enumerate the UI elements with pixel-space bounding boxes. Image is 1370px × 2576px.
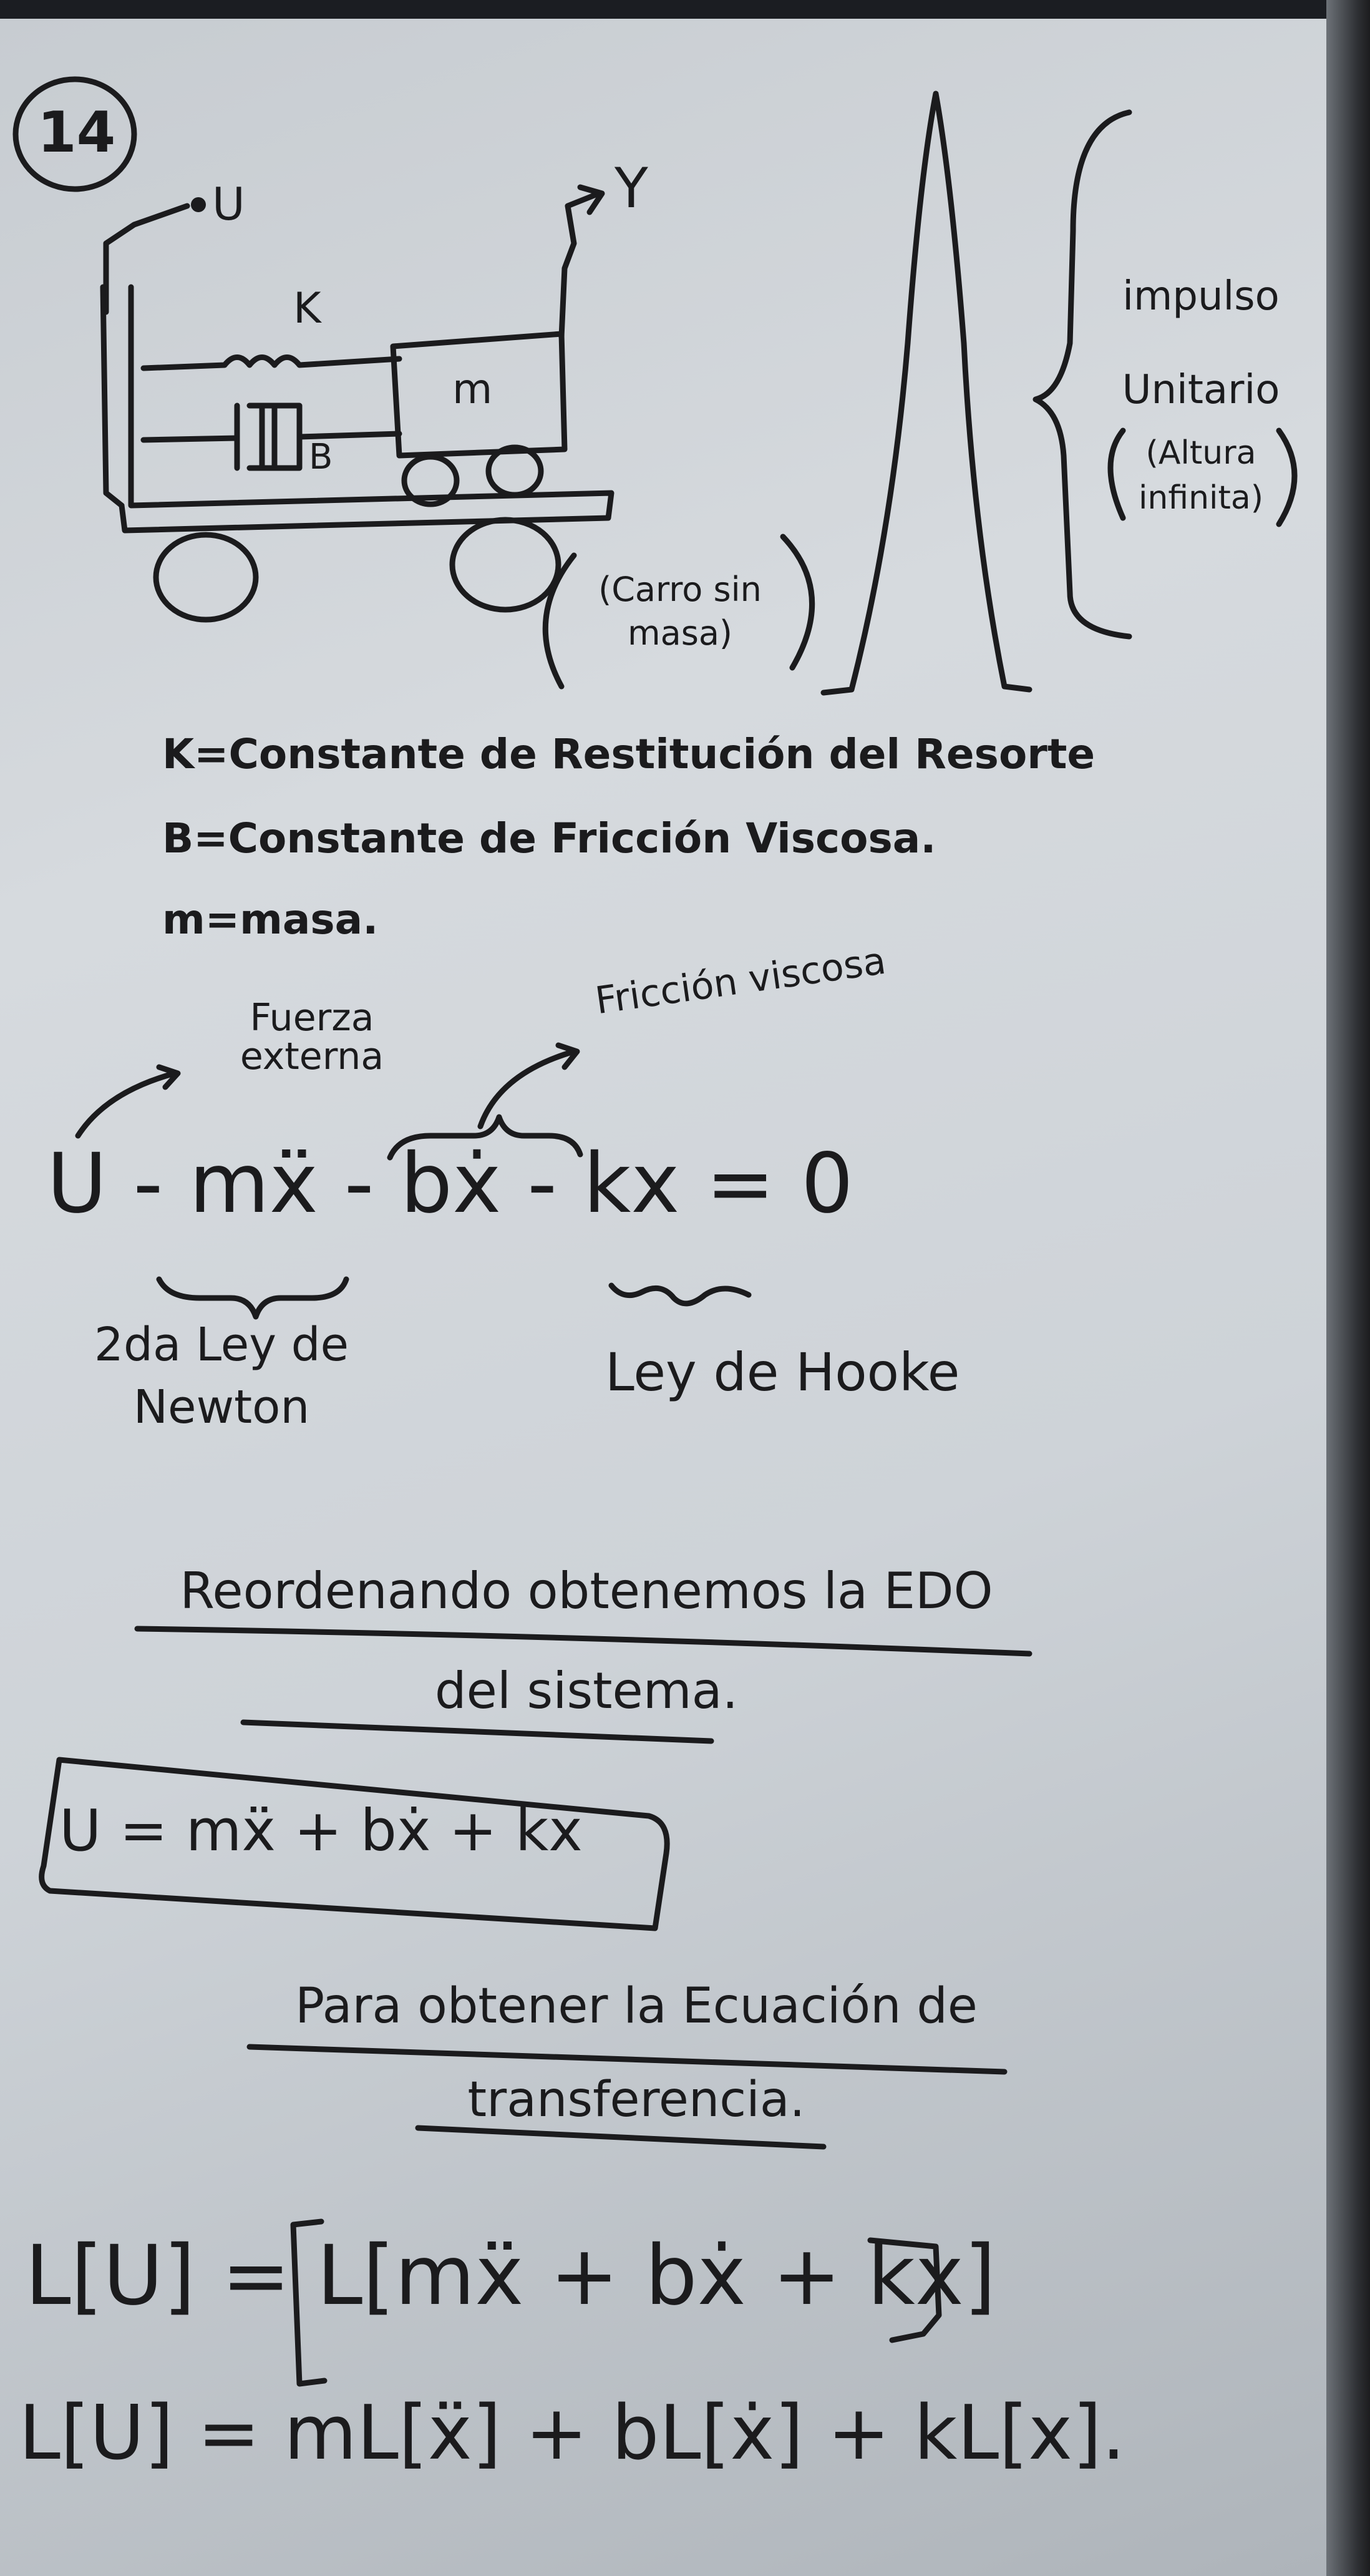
definition-m: m=masa. — [162, 895, 379, 944]
damper-label: B — [309, 437, 333, 477]
force-balance-equation: U - mẍ - bẋ - kx = 0 — [47, 1136, 853, 1232]
mass-wheel-right — [488, 447, 541, 495]
damper — [143, 406, 399, 468]
definition-k: K=Constante de Restitución del Resorte — [162, 730, 1096, 778]
laplace-equation-1: L[U] = L[mẍ + bẋ + kx] — [25, 2228, 996, 2324]
problem-number: 14 — [37, 100, 116, 165]
right-dark-edge — [1326, 0, 1370, 2576]
viscous-arrow — [480, 1051, 574, 1126]
spring — [143, 358, 399, 369]
edo-heading: Reordenando obtenemos la EDO del sistema. — [180, 1562, 993, 1720]
newton-law-note: 2da Ley de Newton — [94, 1318, 349, 1434]
hooke-law-note: Ley de Hooke — [605, 1342, 960, 1403]
external-force-arrow — [78, 1073, 175, 1136]
external-force-note: Fuerza externa — [240, 996, 384, 1078]
edo-equation: U = mẍ + bẋ + kx — [59, 1797, 583, 1864]
mass-label: m — [452, 365, 493, 413]
impulse-note: impulso Unitario — [1122, 273, 1280, 413]
input-terminal — [191, 197, 206, 212]
definition-b: B=Constante de Fricción Viscosa. — [162, 814, 936, 862]
cart-note-left-paren — [545, 555, 574, 686]
cart-frame — [122, 287, 611, 530]
output-label: Y — [615, 156, 648, 220]
impulse-spike — [823, 94, 1029, 693]
output-arrow — [561, 193, 599, 337]
laplace-equation-2: L[U] = mL[ẍ] + bL[ẋ] + kL[x]. — [19, 2390, 1126, 2477]
top-dark-edge — [0, 0, 1370, 19]
input-arrow — [106, 206, 187, 312]
cart-note: (Carro sin masa) — [598, 570, 762, 653]
cart-wall — [103, 287, 122, 505]
impulse-note-sub: (Altura infinita) — [1138, 434, 1264, 517]
input-label: U — [212, 178, 245, 230]
whiteboard — [0, 19, 1326, 2576]
spring-label: K — [293, 284, 321, 333]
newton-underbrace — [159, 1279, 346, 1317]
cart-note-right-paren — [783, 537, 812, 668]
hooke-underbrace — [611, 1286, 749, 1304]
viscous-friction-note: Fricción viscosa — [593, 939, 889, 1023]
cart-wheel-right — [452, 520, 558, 610]
transfer-heading: Para obtener la Ecuación de transferencia. — [295, 1978, 978, 2128]
cart-wheel-left — [156, 535, 256, 620]
